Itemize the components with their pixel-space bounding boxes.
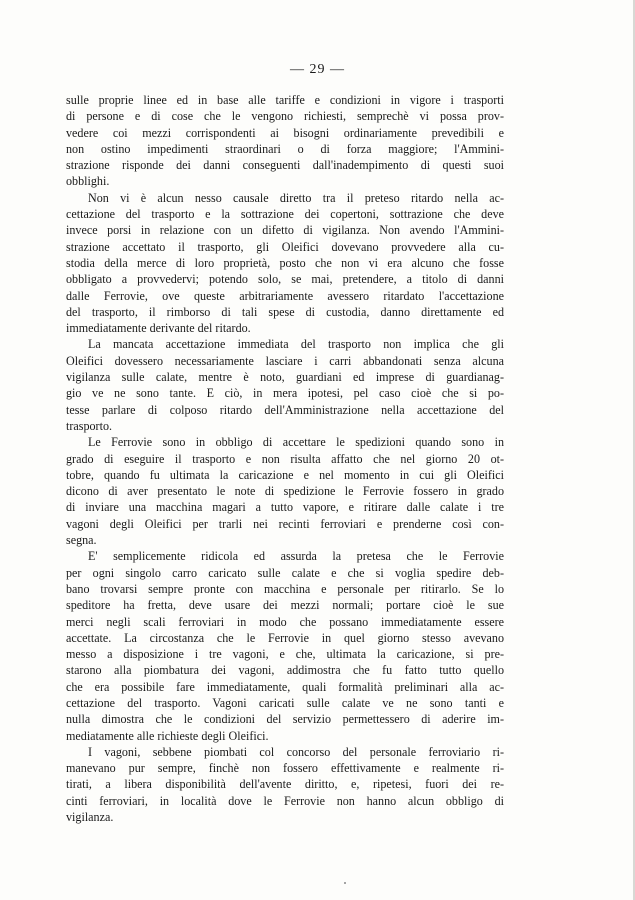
text-line: cinti ferroviari, in località dove le Ferrovie non hanno alcun obbligo di (66, 793, 504, 808)
text-line: E' semplicemente ridicola ed assurda la pretesa che le Ferrovie (88, 549, 504, 564)
text-line: speditore ha fretta, deve usare dei mezzi normali; portare cioè le sue (66, 598, 504, 613)
text-line: che era possibile fare immediatamente, quali formalità preliminari alla ac- (66, 679, 504, 694)
text-line: non ostino impedimenti straordinari o di forza maggiore; l'Ammini- (66, 141, 504, 156)
text-line: tobre, quando fu ultimata la caricazione e nel momento in cui gli Oleifici (66, 467, 504, 482)
text-line: bano trovarsi sempre pronte con macchina e personale per ritirarlo. Se lo (66, 581, 504, 596)
paragraph (66, 92, 504, 190)
text-line: vagoni degli Oleifici per trarli nei recinti ferroviari e prenderne così con- (66, 516, 504, 531)
text-line: accettate. La circostanza che le Ferrovie in quel giorno stesso avevano (66, 630, 504, 645)
paragraph (66, 434, 504, 548)
text-line: cettazione del trasporto. Vagoni caricati sulle calate ve ne sono tanti e (66, 695, 504, 710)
page-number: — 29 — (290, 62, 345, 77)
text-line: immediatamente derivante del ritardo. (66, 321, 251, 336)
text-line: cettazione del trasporto e la sottrazione dei copertoni, sottrazione che deve (66, 207, 504, 222)
text-line: mediatamente alle richieste degli Oleifici. (66, 728, 269, 743)
text-line: Le Ferrovie sono in obbligo di accettare le spedizioni quando sono in (88, 435, 504, 450)
text-line: vedere coi mezzi corrispondenti ai bisogni ordinariamente prevedibili e (66, 125, 504, 140)
body-text (66, 92, 504, 825)
text-line: strazione accettato il trasporto, gli Oleifici dovevano provvedere alla cu- (66, 239, 504, 254)
text-line: merci negli scali ferroviari in modo che possano immediatamente essere (66, 614, 504, 629)
text-line: gio ve ne sono tante. E ciò, in mera ipotesi, pel caso cioè che si po- (66, 386, 504, 401)
text-line: grado di eseguire il trasporto e non risulta affatto che nel giorno 20 ot- (66, 451, 504, 466)
text-line: dicono di aver presentato le note di spedizione le Ferrovie fossero in grado (66, 484, 504, 499)
text-line: tirati, a libera disponibilità dell'avente diritto, e, ripetesi, fuori dei re- (66, 777, 504, 792)
paragraph (66, 744, 504, 825)
text-line: segna. (66, 533, 97, 548)
text-line: tesse parlare di colposo ritardo dell'Amministrazione nella accettazione del (66, 402, 504, 417)
text-line: obbligato a provvedervi; potendo solo, se mai, pretendere, a titolo di danni (66, 272, 504, 287)
text-line: starono alla piombatura dei vagoni, addimostra che fu fatto tutto quello (66, 663, 504, 678)
text-line: per ogni singolo carro caricato sulle calate e che si voglia spedire deb- (66, 565, 504, 580)
text-line: nulla dimostra che le condizioni del servizio permettessero di aderire im- (66, 712, 504, 727)
text-line: vigilanza. (66, 810, 114, 825)
text-line: strazione risponde dei danni conseguenti dall'inadempimento di questi suoi (66, 158, 504, 173)
text-line: sulle proprie linee ed in base alle tariffe e condizioni in vigore i trasporti (66, 93, 504, 107)
text-line: trasporto. (66, 418, 113, 433)
text-line: I vagoni, sebbene piombati col concorso del personale ferroviario ri- (88, 744, 504, 759)
text-line: di persone e di cose che le vengono richiesti, semprechè vi possa prov- (66, 109, 504, 124)
text-line: vigilanza sulle calate, mentre è noto, guardiani ed imprese di guardianag- (66, 370, 504, 385)
text-line: Oleifici dovessero necessariamente lasciare i carri abbandonati senza alcuna (66, 353, 504, 368)
text-line: messo a disposizione i tre vagoni, e che, ultimata la caricazione, si pre- (66, 647, 504, 662)
paragraph (66, 548, 504, 744)
text-line: stodia della merce di loro proprietà, posto che non vi era alcuno che fosse (66, 255, 504, 270)
paragraph (66, 336, 504, 434)
text-line: dalle Ferrovie, ove queste arbitrariamente avessero ritardato l'accettazione (66, 288, 504, 303)
text-line: manevano pur sempre, finchè non fossero effettivamente e realmente ri- (66, 761, 504, 776)
text-line: La mancata accettazione immediata del trasporto non implica che gli (88, 337, 504, 352)
text-line: del trasporto, il rimborso di tali spese di custodia, danno direttamente ed (66, 304, 504, 319)
print-speck (344, 882, 346, 884)
paragraph (66, 190, 504, 337)
text-line: obblighi. (66, 174, 110, 189)
text-line: invece porsi in relazione con un difetto di vigilanza. Non avendo l'Ammini- (66, 223, 504, 238)
text-line: Non vi è alcun nesso causale diretto tra il preteso ritardo nella ac- (88, 190, 504, 205)
text-line: di inviare una macchina magari a tutto vapore, e ritirare dalle calate i tre (66, 500, 504, 515)
